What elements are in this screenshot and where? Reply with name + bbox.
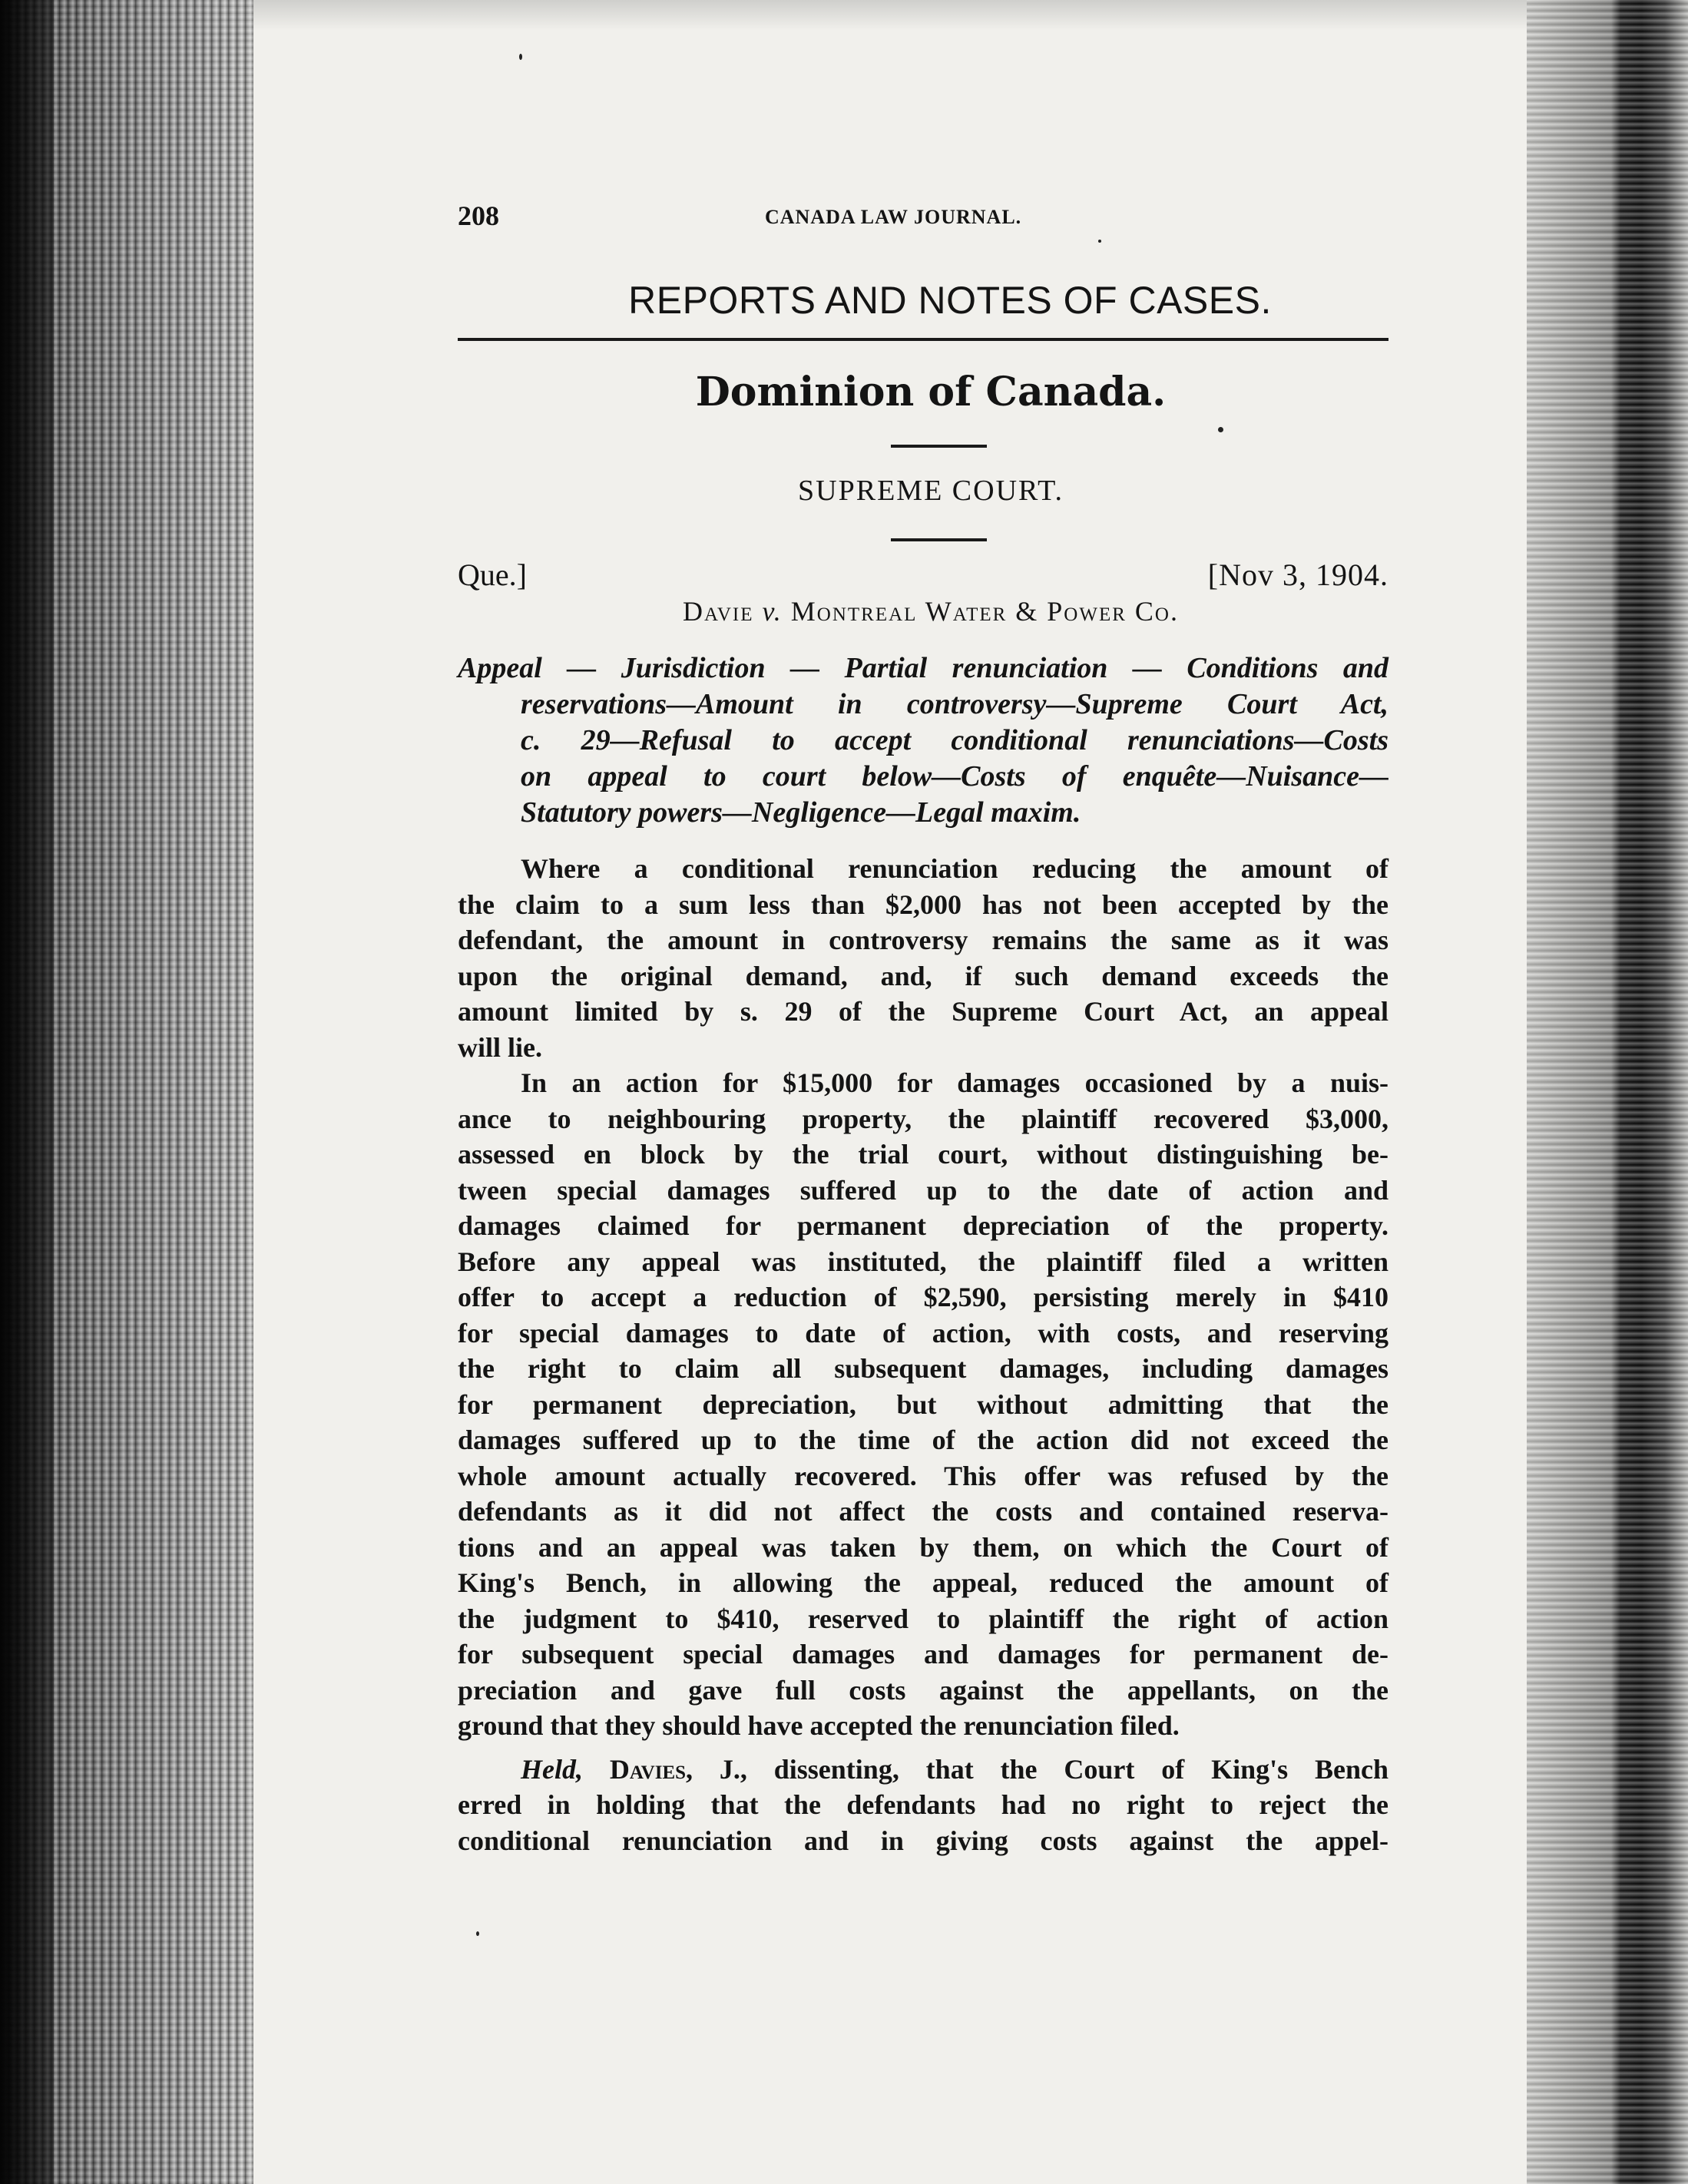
case-line: [458, 557, 1388, 595]
headnote-line: Statutory powers—Negligence—Legal maxim.: [521, 796, 1081, 829]
scan-speck: [476, 1931, 479, 1936]
text-line: [458, 1752, 1388, 1788]
text-line: damages claimed for permanent depreciation of the property.: [458, 1210, 1388, 1241]
text-line: for subsequent special damages and damages for permanent de-: [458, 1639, 1388, 1669]
paragraph-1: [458, 851, 1388, 1065]
text-line: damages suffered up to the time of the action did not exceed the: [458, 1425, 1388, 1455]
text-line: preciation and gave full costs against the appellants, on the: [458, 1674, 1388, 1706]
case-date: [Nov 3, 1904.: [1207, 558, 1388, 592]
headnote: [458, 650, 1388, 831]
judge-name: Davies: [609, 1753, 687, 1785]
text-line: the judgment to $410, reserved to plaintiff the right of action: [458, 1603, 1388, 1634]
short-divider: [891, 445, 987, 448]
scan-speck: [519, 54, 522, 60]
text-line: King's Bench, in allowing the appeal, reduced the amount of: [458, 1567, 1388, 1598]
text-line: amount limited by s. 29 of the Supreme Court Act, an appeal: [458, 996, 1388, 1027]
text-line: erred in holding that the defendants had no right to reject the: [458, 1789, 1388, 1820]
journal-name: CANADA LAW JOURNAL.: [765, 206, 1022, 228]
title-rule: [458, 338, 1388, 341]
headnote-line: Appeal — Jurisdiction — Partial renunciation — Conditions and: [458, 652, 1388, 684]
text-line: Where a conditional renunciation reducing the amount of: [521, 853, 1388, 884]
case-versus: v.: [762, 596, 783, 627]
text-line: assessed en block by the trial court, without distinguishing be-: [458, 1139, 1388, 1170]
case-party-respondent: Montreal Water & Power Co.: [790, 596, 1179, 627]
paragraph-3: [458, 1752, 1388, 1859]
court-heading: SUPREME COURT.: [798, 475, 1064, 507]
scan-speck: [1098, 240, 1101, 243]
text-line: the right to claim all subsequent damages, including damages: [458, 1353, 1388, 1384]
headnote-line: on appeal to court below—Costs of enquête—Nuisance—: [521, 760, 1388, 793]
case-province: Que.]: [458, 558, 527, 592]
page-body: [458, 192, 1388, 1858]
section-title: REPORTS AND NOTES OF CASES.: [628, 279, 1272, 322]
jurisdiction-heading: Dominion of Canada.: [695, 369, 1167, 415]
text-line: In an action for $15,000 for damages occasioned by a nuis-: [521, 1067, 1388, 1098]
text-line: tween special damages suffered up to the date of action and: [458, 1174, 1388, 1206]
running-head: [458, 192, 1388, 238]
paragraph-2: [458, 1065, 1388, 1744]
held-label: Held,: [521, 1753, 583, 1785]
scan-top-edge: [253, 0, 1527, 31]
scan-speck: [1218, 427, 1223, 432]
short-divider: [891, 538, 987, 541]
text-line: for permanent depreciation, but without admitting that the: [458, 1388, 1388, 1420]
text-line: the claim to a sum less than $2,000 has not been accepted by the: [458, 888, 1388, 920]
page-number: 208: [458, 200, 499, 231]
case-title: [458, 595, 1388, 635]
headnote-line: c. 29—Refusal to accept conditional renunciations—Costs: [521, 724, 1388, 756]
text-line: for special damages to date of action, with costs, and reserving: [458, 1317, 1388, 1348]
text-line: defendant, the amount in controversy remains the same as it was: [458, 925, 1388, 955]
case-party-appellant: Davie: [683, 596, 754, 627]
text-line: ground that they should have accepted the renunciation filed.: [458, 1710, 1180, 1741]
text-line: offer to accept a reduction of $2,590, persisting merely in $410: [458, 1282, 1388, 1312]
text-line: ance to neighbouring property, the plaintiff recovered $3,000,: [458, 1103, 1388, 1134]
text-line: upon the original demand, and, if such demand exceeds the: [458, 960, 1388, 991]
text-line: whole amount actually recovered. This offer was refused by the: [458, 1460, 1388, 1491]
scan-left-shadow: [0, 0, 54, 2184]
text-line: Before any appeal was instituted, the plaintiff filed a written: [458, 1246, 1388, 1277]
text-line: tions and an appeal was taken by them, on which the Court of: [458, 1531, 1388, 1563]
text-fragment: , J., dissenting, that the Court of King's Bench: [686, 1753, 1388, 1785]
text-line: defendants as it did not affect the costs and contained reserva-: [458, 1496, 1388, 1527]
text-line: conditional renunciation and in giving costs against the appel-: [458, 1825, 1388, 1856]
scan-right-edge: [1527, 0, 1688, 2184]
text-line: will lie.: [458, 1031, 542, 1063]
headnote-line: reservations—Amount in controversy—Supreme Court Act,: [521, 688, 1388, 720]
